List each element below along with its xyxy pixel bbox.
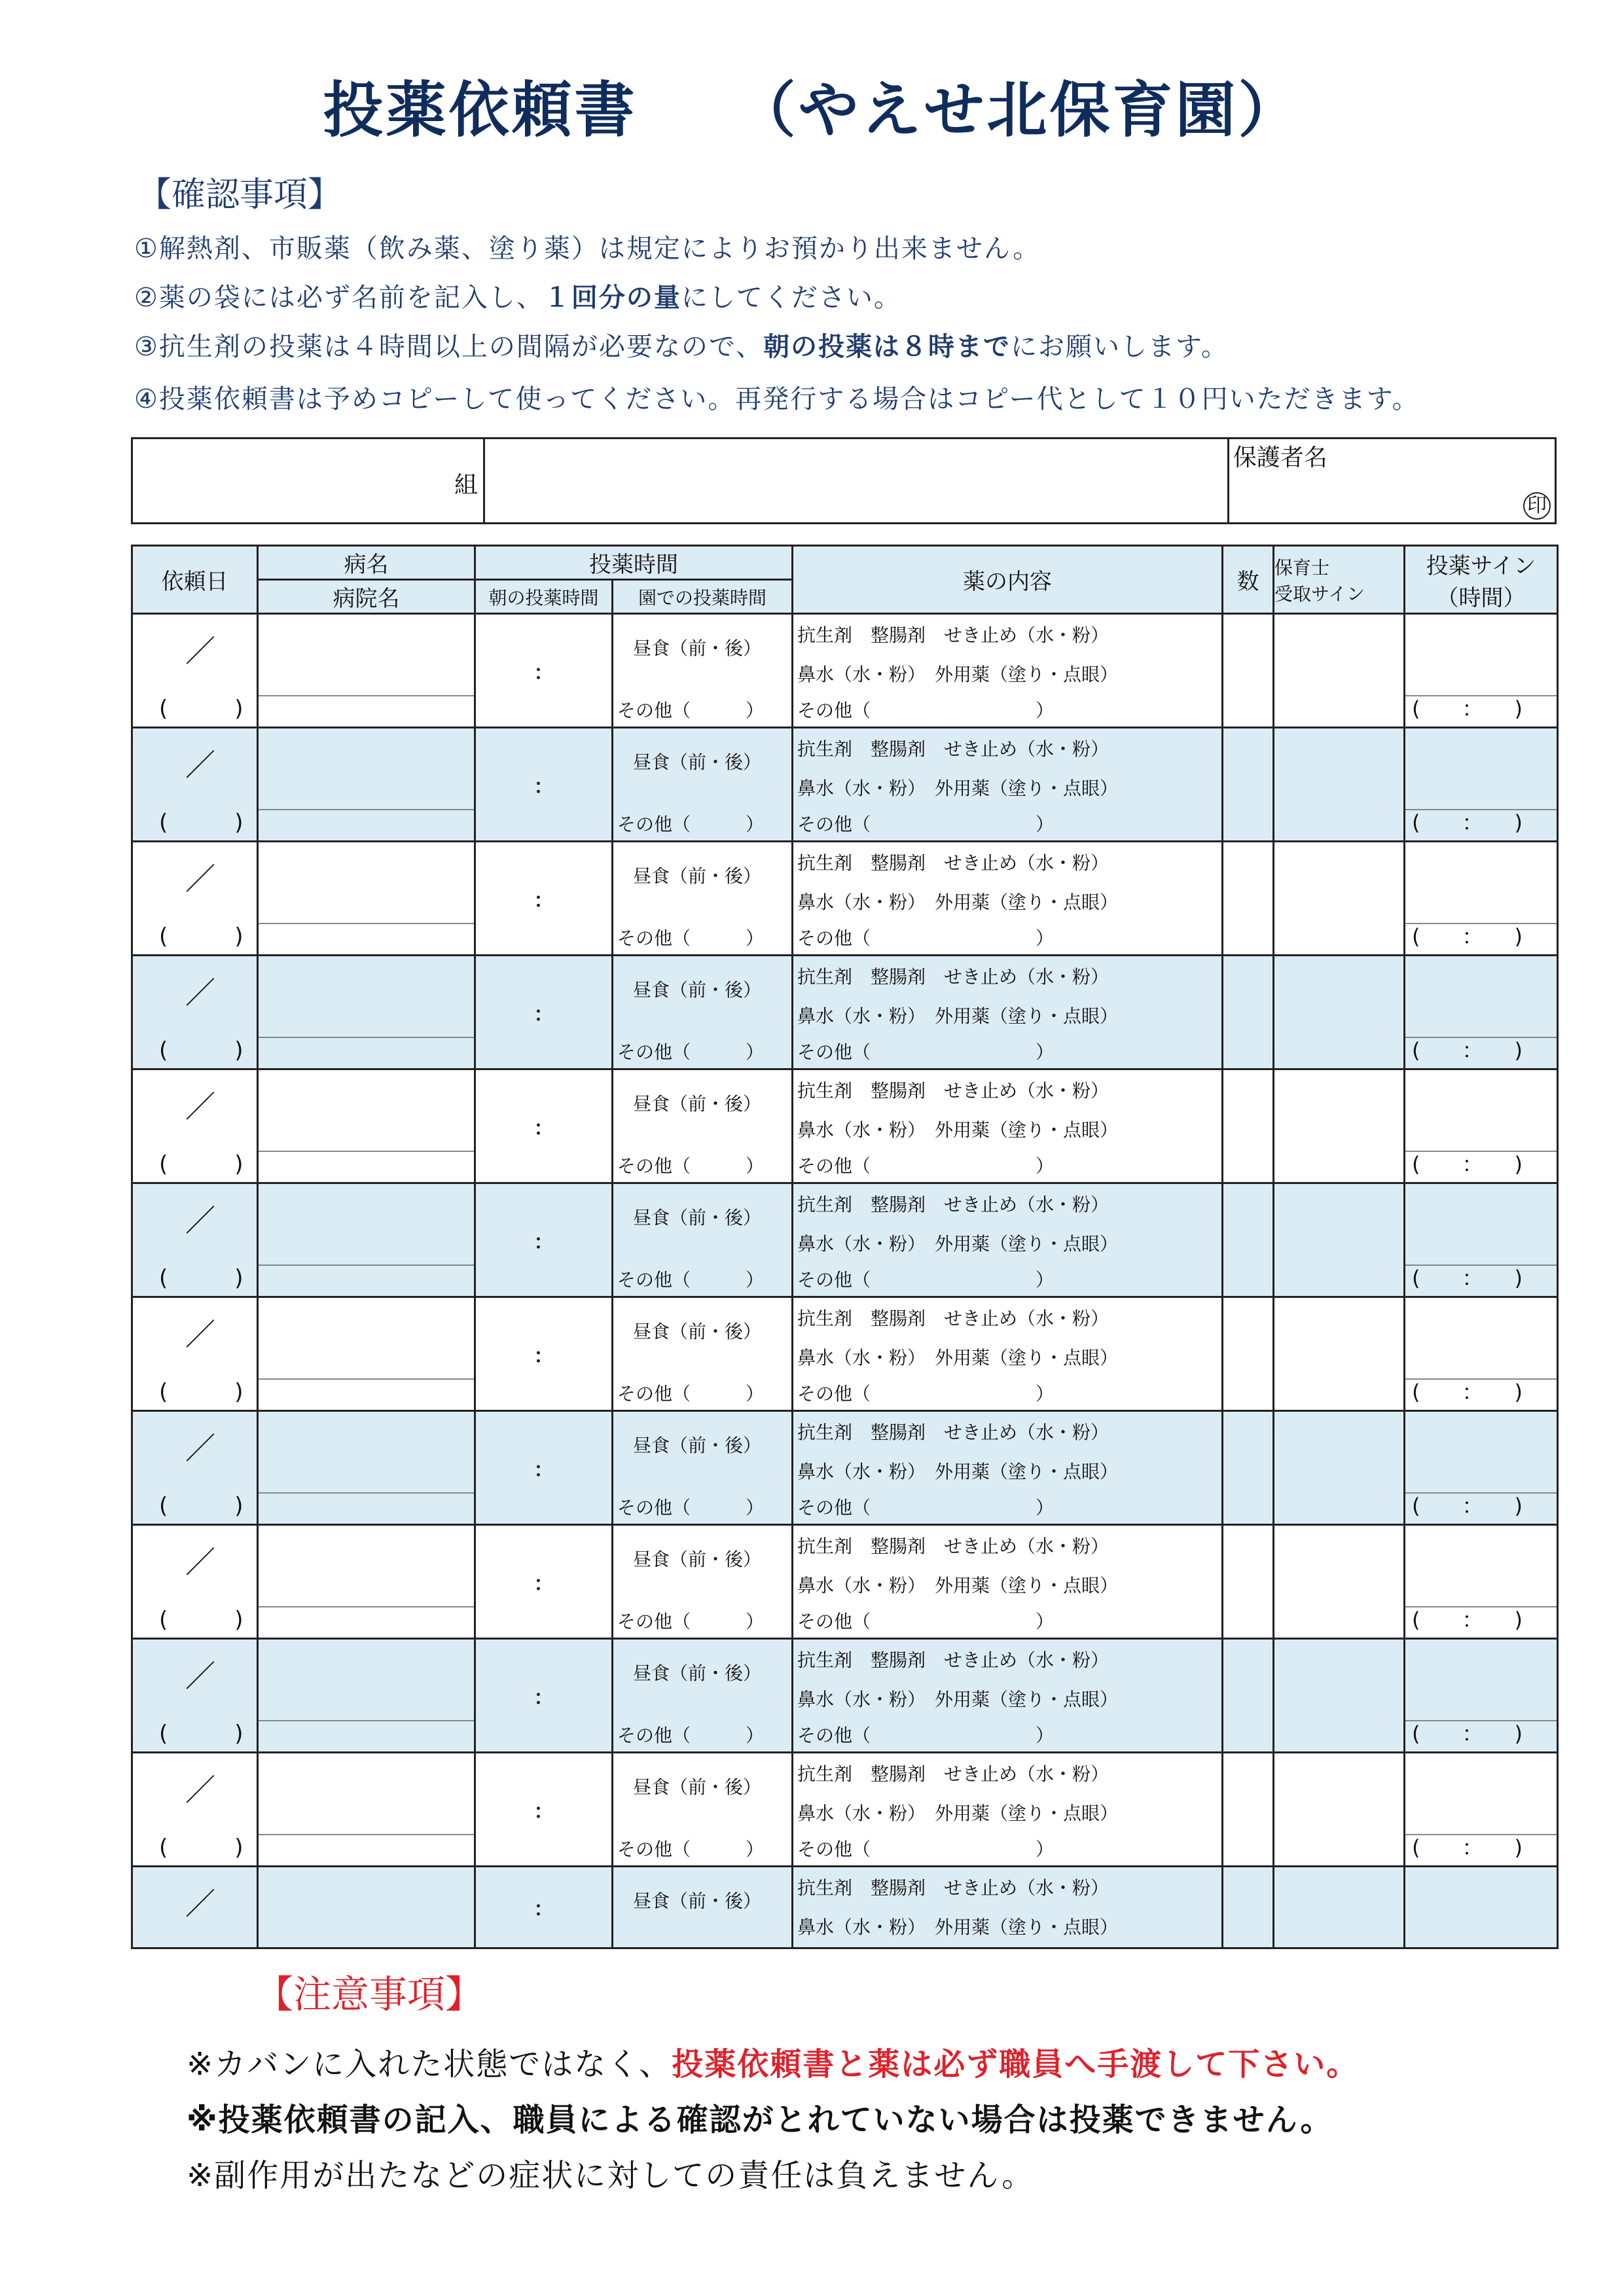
date-cell[interactable] (132, 1753, 258, 1867)
medicine-content-cell[interactable] (793, 1183, 1223, 1297)
nursery-time-cell[interactable] (613, 1867, 793, 1948)
guardian-cell[interactable] (1228, 439, 1555, 524)
receiver-sign-cell[interactable] (1274, 1183, 1405, 1297)
med-line-1: 抗生剤 整腸剤 せき止め（水・粉） (797, 852, 1110, 874)
lunch-option: 昼食（前・後） (633, 637, 762, 659)
disease-hospital-cell[interactable] (258, 842, 475, 956)
lunch-option: 昼食（前・後） (633, 1662, 762, 1684)
date-cell[interactable] (132, 1297, 258, 1411)
count-cell[interactable] (1223, 842, 1274, 956)
header-nursery: 園での投薬時間 (613, 580, 793, 614)
confirm-item-bold: 朝の投薬は８時まで (763, 332, 1011, 362)
receiver-sign-cell[interactable] (1274, 728, 1405, 842)
weekday-paren: ( ) (159, 924, 244, 950)
med-line-2: 鼻水（水・粉） 外用薬（塗り・点眼） (797, 1119, 1119, 1141)
med-line-1: 抗生剤 整腸剤 せき止め（水・粉） (797, 1422, 1110, 1443)
weekday-paren: ( ) (159, 1607, 244, 1633)
sign-time-paren: ( ： ) (1412, 696, 1523, 721)
other-option: その他（ ） (617, 1839, 765, 1860)
count-cell[interactable] (1223, 1639, 1274, 1753)
dose-sign-cell[interactable] (1405, 1297, 1558, 1411)
dose-sign-cell[interactable] (1405, 1525, 1558, 1639)
date-slash: ／ (185, 1772, 215, 1808)
count-cell[interactable] (1223, 728, 1274, 842)
med-line-1: 抗生剤 整腸剤 せき止め（水・粉） (797, 1194, 1110, 1215)
confirm-item (134, 326, 1229, 363)
med-line-2: 鼻水（水・粉） 外用薬（塗り・点眼） (797, 1233, 1119, 1255)
date-slash: ／ (185, 861, 215, 897)
sign-time-paren: ( ： ) (1412, 1607, 1523, 1632)
med-line-3: その他（ ） (797, 700, 1055, 721)
header-date: 依頼日 (132, 546, 258, 614)
header-content: 薬の内容 (793, 546, 1223, 614)
nursery-time-cell[interactable] (613, 1525, 793, 1639)
table-row (132, 614, 1558, 728)
dose-sign-cell[interactable] (1405, 728, 1558, 842)
med-line-3: その他（ ） (797, 1839, 1055, 1860)
divider (259, 1378, 474, 1380)
med-line-2: 鼻水（水・粉） 外用薬（塗り・点眼） (797, 1689, 1119, 1710)
receiver-sign-cell[interactable] (1274, 1069, 1405, 1183)
weekday-paren: ( ) (159, 1493, 244, 1519)
seal-icon: 印 (1523, 492, 1551, 520)
count-cell[interactable] (1223, 1525, 1274, 1639)
lunch-option: 昼食（前・後） (633, 1093, 762, 1115)
receiver-sign-cell[interactable] (1274, 1297, 1405, 1411)
header-sign (1405, 546, 1558, 614)
receiver-sign-cell[interactable] (1274, 1525, 1405, 1639)
page-title (0, 62, 1624, 149)
table-row (132, 728, 1558, 842)
time-colon: ： (533, 1003, 554, 1026)
sign-time-paren: ( ： ) (1412, 1152, 1523, 1177)
dose-sign-cell[interactable] (1405, 1411, 1558, 1525)
med-line-2: 鼻水（水・粉） 外用薬（塗り・点眼） (797, 1575, 1119, 1596)
other-option: その他（ ） (617, 1041, 765, 1063)
title-main: 投薬依頼書 (323, 75, 638, 145)
disease-hospital-cell[interactable] (258, 1069, 475, 1183)
date-slash: ／ (185, 747, 215, 783)
med-line-2: 鼻水（水・粉） 外用薬（塗り・点眼） (797, 1005, 1119, 1027)
table-row (132, 1069, 1558, 1183)
disease-hospital-cell[interactable] (258, 1753, 475, 1867)
weekday-paren: ( ) (159, 696, 244, 722)
disease-hospital-cell[interactable] (258, 1525, 475, 1639)
lunch-option: 昼食（前・後） (633, 865, 762, 887)
date-cell[interactable] (132, 1525, 258, 1639)
table-row (132, 1867, 1558, 1948)
lunch-option: 昼食（前・後） (633, 1207, 762, 1229)
count-cell[interactable] (1223, 1183, 1274, 1297)
morning-time-cell[interactable] (475, 956, 613, 1069)
confirm-item (134, 277, 901, 314)
count-cell[interactable] (1223, 1069, 1274, 1183)
header-morning: 朝の投薬時間 (475, 580, 613, 614)
disease-hospital-cell[interactable] (258, 1639, 475, 1753)
dose-sign-cell[interactable] (1405, 1639, 1558, 1753)
other-option: その他（ ） (617, 927, 765, 949)
dose-sign-cell[interactable] (1405, 1753, 1558, 1867)
table-row (132, 1753, 1558, 1867)
date-cell[interactable] (132, 1069, 258, 1183)
med-line-2: 鼻水（水・粉） 外用薬（塗り・点眼） (797, 778, 1119, 799)
notes-heading: 【注意事項】 (255, 1972, 484, 2017)
receiver-sign-cell[interactable] (1274, 614, 1405, 728)
class-cell[interactable] (132, 439, 484, 524)
date-cell[interactable] (132, 1183, 258, 1297)
morning-time-cell[interactable] (475, 1867, 613, 1948)
date-slash: ／ (185, 1659, 215, 1694)
nursery-time-cell[interactable] (613, 1183, 793, 1297)
divider (259, 809, 474, 810)
morning-time-cell[interactable] (475, 1183, 613, 1297)
date-slash: ／ (185, 634, 215, 669)
date-cell[interactable] (132, 1411, 258, 1525)
med-line-2: 鼻水（水・粉） 外用薬（塗り・点眼） (797, 1803, 1119, 1824)
medicine-content-cell[interactable] (793, 1069, 1223, 1183)
time-colon: ： (533, 1344, 554, 1368)
receiver-sign-cell[interactable] (1274, 1753, 1405, 1867)
other-option: その他（ ） (617, 1725, 765, 1746)
medicine-content-cell[interactable] (793, 614, 1223, 728)
receiver-sign-cell[interactable] (1274, 956, 1405, 1069)
table-row (132, 1525, 1558, 1639)
divider (259, 1834, 474, 1835)
other-option: その他（ ） (617, 814, 765, 835)
sign-time-paren: ( ： ) (1412, 924, 1523, 949)
med-line-3: その他（ ） (797, 1383, 1055, 1405)
header-time: 投薬時間 (475, 546, 793, 580)
divider (259, 1720, 474, 1721)
morning-time-cell[interactable] (475, 1297, 613, 1411)
dose-sign-cell[interactable] (1405, 1867, 1558, 1948)
med-line-2: 鼻水（水・粉） 外用薬（塗り・点眼） (797, 1347, 1119, 1369)
med-line-1: 抗生剤 整腸剤 せき止め（水・粉） (797, 1080, 1110, 1102)
divider (259, 923, 474, 924)
confirm-item-bold: １回分の量 (543, 283, 681, 313)
morning-time-cell[interactable] (475, 1069, 613, 1183)
med-line-3: その他（ ） (797, 1497, 1055, 1518)
time-colon: ： (533, 775, 554, 798)
count-cell[interactable] (1223, 614, 1274, 728)
weekday-paren: ( ) (159, 1379, 244, 1405)
note-line-1-text: ※カバンに入れた状態ではなく、 (187, 2046, 672, 2083)
sign-time-paren: ( ： ) (1412, 1494, 1523, 1518)
confirm-item-pre: ③抗生剤の投薬は４時間以上の間隔が必要なので、 (134, 332, 764, 362)
med-line-1: 抗生剤 整腸剤 せき止め（水・粉） (797, 1763, 1110, 1785)
class-label: 組 (454, 472, 478, 499)
weekday-paren: ( ) (159, 810, 244, 836)
header-sign-label: 投薬サイン (1426, 552, 1536, 579)
nursery-time-cell[interactable] (613, 1639, 793, 1753)
nursery-time-cell[interactable] (613, 1411, 793, 1525)
table-row (132, 1297, 1558, 1411)
date-slash: ／ (185, 1545, 215, 1580)
med-line-2: 鼻水（水・粉） 外用薬（塗り・点眼） (797, 891, 1119, 913)
time-colon: ： (533, 1458, 554, 1482)
divider (259, 1606, 474, 1607)
divider (259, 1151, 474, 1152)
lunch-option: 昼食（前・後） (633, 1776, 762, 1798)
med-line-3: その他（ ） (797, 927, 1055, 949)
confirm-item-post: にお願いします。 (1011, 332, 1229, 362)
nursery-time-cell[interactable] (613, 842, 793, 956)
nursery-time-cell[interactable] (613, 1069, 793, 1183)
med-line-3: その他（ ） (797, 1611, 1055, 1632)
count-cell[interactable] (1223, 1867, 1274, 1948)
time-colon: ： (533, 1572, 554, 1596)
medicine-content-cell[interactable] (793, 1867, 1223, 1948)
other-option: その他（ ） (617, 1611, 765, 1632)
morning-time-cell[interactable] (475, 614, 613, 728)
medicine-content-cell[interactable] (793, 1297, 1223, 1411)
medicine-content-cell[interactable] (793, 842, 1223, 956)
confirm-heading: 【確認事項】 (137, 175, 342, 215)
date-cell[interactable] (132, 842, 258, 956)
nursery-time-cell[interactable] (613, 728, 793, 842)
time-colon: ： (533, 1686, 554, 1710)
med-line-3: その他（ ） (797, 1155, 1055, 1177)
nursery-time-cell[interactable] (613, 1297, 793, 1411)
note-line-1-red: 投薬依頼書と薬は必ず職員へ手渡して下さい。 (672, 2046, 1360, 2083)
med-line-3: その他（ ） (797, 814, 1055, 835)
weekday-paren: ( ) (159, 1721, 244, 1747)
lunch-option: 昼食（前・後） (633, 979, 762, 1001)
morning-time-cell[interactable] (475, 1639, 613, 1753)
date-cell[interactable] (132, 956, 258, 1069)
sign-time-paren: ( ： ) (1412, 1380, 1523, 1405)
divider (259, 1265, 474, 1266)
dose-sign-cell[interactable] (1405, 956, 1558, 1069)
disease-hospital-cell[interactable] (258, 1183, 475, 1297)
class-name-field[interactable] (484, 439, 1229, 524)
date-cell[interactable] (132, 1867, 258, 1948)
sign-time-paren: ( ： ) (1412, 1721, 1523, 1746)
date-slash: ／ (185, 975, 215, 1011)
table-row (132, 842, 1558, 956)
sign-time-paren: ( ： ) (1412, 810, 1523, 835)
table-row (132, 1639, 1558, 1753)
header-disease: 病名 (258, 546, 475, 580)
med-line-1: 抗生剤 整腸剤 せき止め（水・粉） (797, 1308, 1110, 1329)
table-row (132, 956, 1558, 1069)
med-line-3: その他（ ） (797, 1041, 1055, 1063)
medicine-content-cell[interactable] (793, 956, 1223, 1069)
date-slash: ／ (185, 1203, 215, 1238)
med-line-1: 抗生剤 整腸剤 せき止め（水・粉） (797, 1649, 1110, 1671)
date-slash: ／ (185, 1431, 215, 1466)
time-colon: ： (533, 889, 554, 912)
medication-table (131, 545, 1559, 1949)
date-slash: ／ (185, 1886, 215, 1922)
count-cell[interactable] (1223, 956, 1274, 1069)
confirm-item-pre: ②薬の袋には必ず名前を記入し、 (134, 283, 544, 313)
receiver-sign-cell[interactable] (1274, 1639, 1405, 1753)
dose-sign-cell[interactable] (1405, 1069, 1558, 1183)
nursery-time-cell[interactable] (613, 1753, 793, 1867)
sign-time-paren: ( ： ) (1412, 1835, 1523, 1860)
med-line-2: 鼻水（水・粉） 外用薬（塗り・点眼） (797, 1461, 1119, 1482)
dose-sign-cell[interactable] (1405, 1183, 1558, 1297)
confirm-item-pre: ④投薬依頼書は予めコピーして使ってください。再発行する場合はコピー代として１０円いただきます。 (134, 384, 1420, 414)
time-colon: ： (533, 1898, 554, 1921)
med-line-3: その他（ ） (797, 1269, 1055, 1291)
med-line-1: 抗生剤 整腸剤 せき止め（水・粉） (797, 1535, 1110, 1557)
morning-time-cell[interactable] (475, 1411, 613, 1525)
morning-time-cell[interactable] (475, 1525, 613, 1639)
confirm-item-post: にしてください。 (681, 283, 901, 313)
header-hospital: 病院名 (258, 580, 475, 614)
note-line-1 (187, 2039, 1359, 2084)
disease-hospital-cell[interactable] (258, 1297, 475, 1411)
medicine-content-cell[interactable] (793, 1525, 1223, 1639)
med-line-1: 抗生剤 整腸剤 せき止め（水・粉） (797, 738, 1110, 760)
divider (259, 1492, 474, 1494)
time-colon: ： (533, 1230, 554, 1254)
table-row (132, 1183, 1558, 1297)
medicine-content-cell[interactable] (793, 1753, 1223, 1867)
divider (259, 695, 474, 696)
note-line-2: ※投薬依頼書の記入、職員による確認がとれていない場合は投薬できません。 (187, 2102, 1333, 2138)
med-line-1: 抗生剤 整腸剤 せき止め（水・粉） (797, 624, 1110, 646)
med-line-2: 鼻水（水・粉） 外用薬（塗り・点眼） (797, 1916, 1119, 1938)
count-cell[interactable] (1223, 1297, 1274, 1411)
med-line-1: 抗生剤 整腸剤 せき止め（水・粉） (797, 966, 1110, 988)
time-colon: ： (533, 1117, 554, 1140)
disease-hospital-cell[interactable] (258, 956, 475, 1069)
count-cell[interactable] (1223, 1411, 1274, 1525)
medicine-content-cell[interactable] (793, 1411, 1223, 1525)
disease-hospital-cell[interactable] (258, 614, 475, 728)
sign-time-paren: ( ： ) (1412, 1038, 1523, 1063)
nursery-time-cell[interactable] (613, 956, 793, 1069)
lunch-option: 昼食（前・後） (633, 1435, 762, 1456)
disease-hospital-cell[interactable] (258, 728, 475, 842)
divider (259, 1037, 474, 1038)
note-line-3: ※副作用が出たなどの症状に対しての責任は負えません。 (187, 2157, 1035, 2194)
other-option: その他（ ） (617, 1497, 765, 1518)
title-suffix: （やえせ北保育園） (735, 75, 1301, 145)
class-guardian-box (131, 437, 1557, 524)
dose-sign-cell[interactable] (1405, 842, 1558, 956)
weekday-paren: ( ) (159, 1265, 244, 1291)
other-option: その他（ ） (617, 1269, 765, 1291)
date-slash: ／ (185, 1317, 215, 1352)
receiver-sign-cell[interactable] (1274, 1867, 1405, 1948)
lunch-option: 昼食（前・後） (633, 1890, 762, 1912)
disease-hospital-cell[interactable] (258, 1411, 475, 1525)
date-slash: ／ (185, 1089, 215, 1124)
lunch-option: 昼食（前・後） (633, 1321, 762, 1342)
weekday-paren: ( ) (159, 1151, 244, 1177)
other-option: その他（ ） (617, 1383, 765, 1405)
receiver-sign-cell[interactable] (1274, 842, 1405, 956)
guardian-label: 保護者名 (1233, 444, 1327, 471)
med-line-3: その他（ ） (797, 1725, 1055, 1746)
confirm-item-pre: ①解熱剤、市販薬（飲み薬、塗り薬）は規定によりお預かり出来ません。 (134, 234, 1041, 264)
header-receiver: 保育士 受取サイン (1274, 546, 1405, 614)
header-sign-sub: （時間） (1436, 584, 1526, 611)
time-colon: ： (533, 1800, 554, 1823)
medicine-content-cell[interactable] (793, 728, 1223, 842)
date-cell[interactable] (132, 1639, 258, 1753)
date-cell[interactable] (132, 728, 258, 842)
other-option: その他（ ） (617, 700, 765, 721)
time-colon: ： (533, 661, 554, 685)
dose-sign-cell[interactable] (1405, 614, 1558, 728)
date-cell[interactable] (132, 614, 258, 728)
sign-time-paren: ( ： ) (1412, 1266, 1523, 1291)
morning-time-cell[interactable] (475, 728, 613, 842)
lunch-option: 昼食（前・後） (633, 751, 762, 773)
count-cell[interactable] (1223, 1753, 1274, 1867)
header-count: 数 (1223, 546, 1274, 614)
weekday-paren: ( ) (159, 1037, 244, 1064)
morning-time-cell[interactable] (475, 1753, 613, 1867)
table-row (132, 1411, 1558, 1525)
med-line-1: 抗生剤 整腸剤 せき止め（水・粉） (797, 1877, 1110, 1899)
lunch-option: 昼食（前・後） (633, 1549, 762, 1570)
morning-time-cell[interactable] (475, 842, 613, 956)
medicine-content-cell[interactable] (793, 1639, 1223, 1753)
nursery-time-cell[interactable] (613, 614, 793, 728)
disease-hospital-cell[interactable] (258, 1867, 475, 1948)
weekday-paren: ( ) (159, 1835, 244, 1861)
med-line-2: 鼻水（水・粉） 外用薬（塗り・点眼） (797, 664, 1119, 685)
receiver-sign-cell[interactable] (1274, 1411, 1405, 1525)
other-option: その他（ ） (617, 1155, 765, 1177)
confirm-item (134, 378, 1419, 416)
confirm-item (134, 228, 1040, 265)
